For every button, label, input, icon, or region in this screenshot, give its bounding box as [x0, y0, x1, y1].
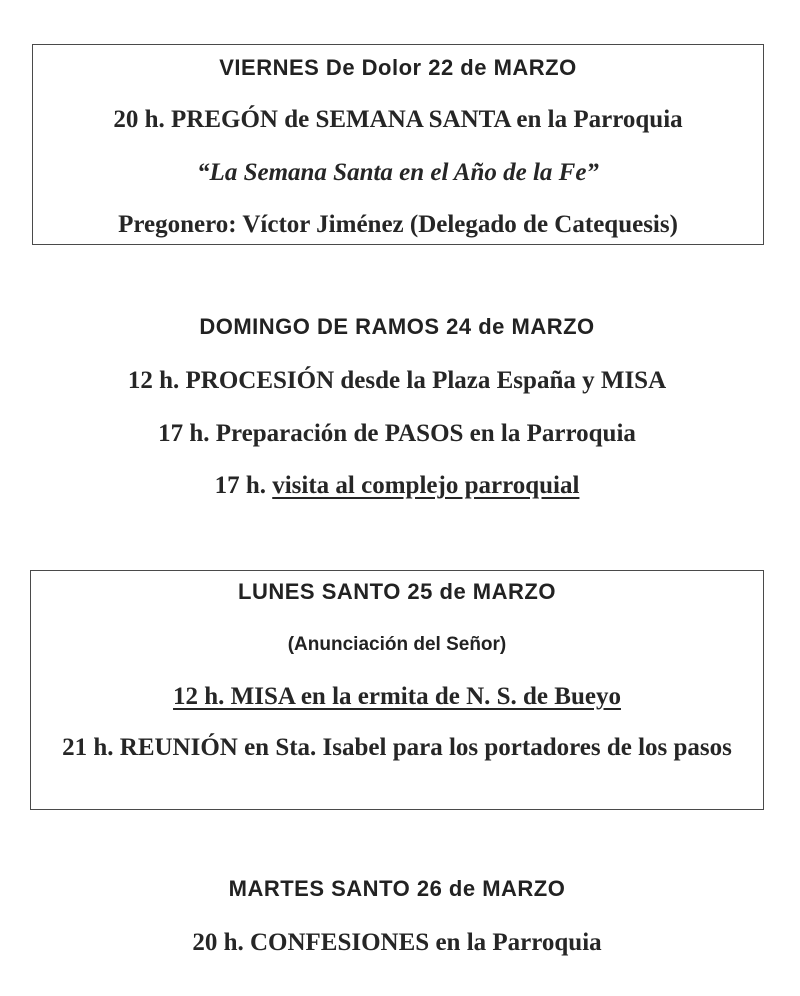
domingo-pasos-line: 17 h. Preparación de PASOS en la Parroquia [158, 420, 636, 447]
domingo-section [32, 310, 762, 510]
lunes-heading: LUNES SANTO 25 de MARZO [238, 579, 556, 604]
domingo-visita-text: visita al complejo parroquial [272, 472, 580, 499]
martes-confesiones-line: 20 h. CONFESIONES en la Parroquia [192, 929, 602, 956]
domingo-visita-time: 17 h. [214, 472, 273, 499]
viernes-pregon-line: 20 h. PREGÓN de SEMANA SANTA en la Parroquia [113, 106, 683, 133]
domingo-visita-line [32, 473, 762, 498]
martes-section [32, 872, 762, 982]
lunes-section [30, 570, 764, 810]
lunes-reunion-line: 21 h. REUNIÓN en Sta. Isabel para los portadores de los pasos [62, 734, 732, 761]
viernes-theme-line: “La Semana Santa en el Año de la Fe” [197, 159, 599, 186]
lunes-subheading: (Anunciación del Señor) [287, 634, 507, 655]
viernes-heading: VIERNES De Dolor 22 de MARZO [219, 55, 577, 80]
viernes-section [32, 44, 764, 245]
domingo-procesion-line: 12 h. PROCESIÓN desde la Plaza España y MISA [127, 367, 667, 394]
lunes-misa-line: 12 h. MISA en la ermita de N. S. de Bueyo [173, 683, 621, 710]
viernes-pregonero-line: Pregonero: Víctor Jiménez (Delegado de Catequesis) [118, 211, 678, 238]
domingo-heading: DOMINGO DE RAMOS 24 de MARZO [199, 314, 595, 339]
martes-heading: MARTES SANTO 26 de MARZO [228, 876, 566, 901]
